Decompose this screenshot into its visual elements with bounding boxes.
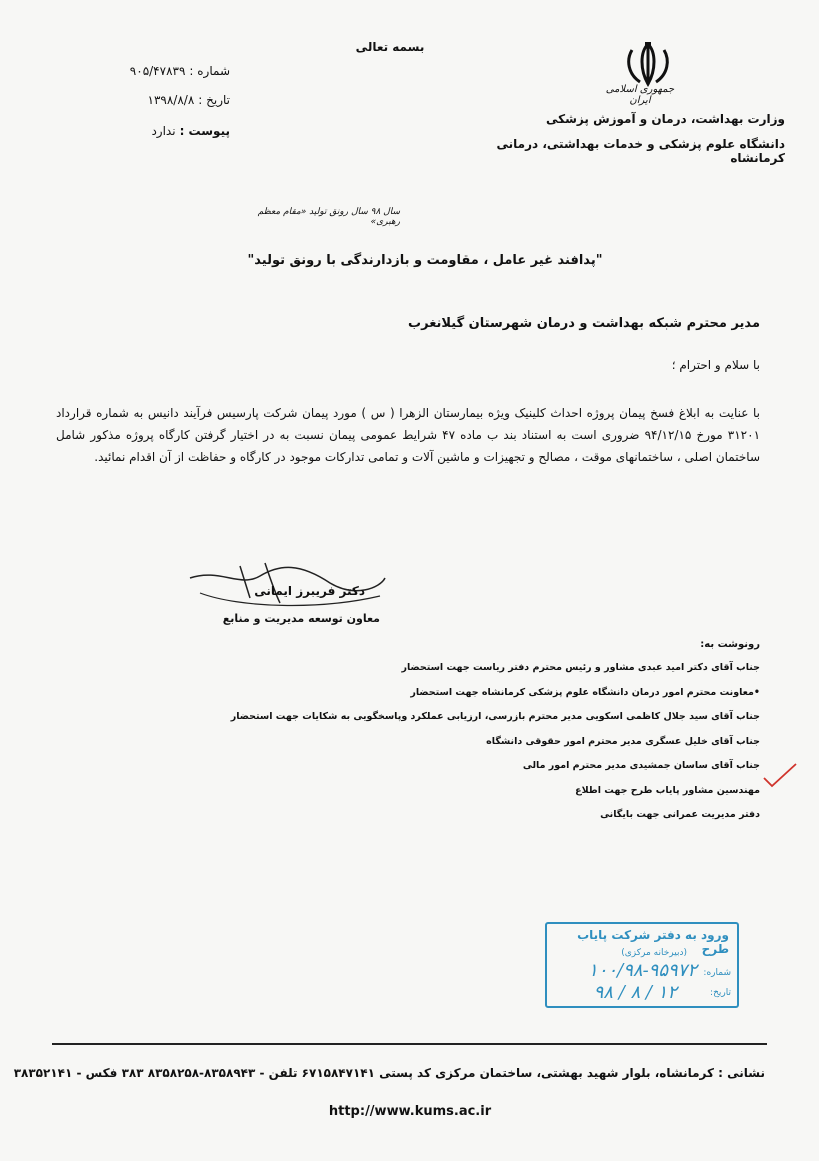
receipt-stamp <box>545 922 739 1008</box>
letter-date-label: تاریخ : <box>198 93 230 107</box>
letter-number-label: شماره : <box>189 64 230 78</box>
signer-name: دکتر فریبرز ایمانی <box>254 584 365 598</box>
letter-attachment-label: پیوست : <box>179 124 230 138</box>
letter-date <box>90 93 230 107</box>
letter-body: با عنایت به ابلاغ فسخ پیمان پروژه احداث کلینیک ویژه بیمارستان الزهرا ( س ) مورد پیمان شرکت پارسیس فرآیند دانیس به شماره قرارداد ۳۱۲۰۱ مورخ ۹۴/۱۲/۱۵ ضروری است به استناد بند ب ماده ۴۷ شرایط عمومی پیمان نسبت به در اختیار گرفتن کارگاه پروژه مذکور شامل ساختمان اصلی ، ساختمانهای موقت ، مصالح و تجهیزات و ماشین آلات و تمامی تدارکات موجود در کارگاه و حفاظت از آن اقدام نمائید. <box>56 406 761 464</box>
cc-item: دفتر مدیریت عمرانی جهت بایگانی <box>600 809 760 820</box>
cc-item: جناب آقای سید جلال کاظمی اسکویی مدیر محترم بازرسی، ارزیابی عملکرد وپاسخگویی به شکایات جهت استحضار <box>230 711 760 722</box>
stamp-title: ورود به دفتر شرکت پایاب طرح <box>577 928 729 956</box>
slogan: "پدافند غیر عامل ، مقاومت و بازدارندگی با رونق تولید" <box>247 253 603 268</box>
letter-number-value: ۹۰۵/۴۷۸۳۹ <box>129 64 186 78</box>
cc-item: جناب آقای خلیل عسگری مدیر محترم امور حقوقی دانشگاه <box>486 735 760 747</box>
bismillah-heading: بسمه تعالی <box>355 40 425 54</box>
cc-item: مهندسین مشاور پایاب طرح جهت اطلاع <box>575 784 760 796</box>
cc-item: •معاونت محترم امور درمان دانشگاه علوم پزشکی کرمانشاه جهت استحضار <box>410 686 760 698</box>
cc-list <box>230 656 760 828</box>
letter-date-value: ۱۳۹۸/۸/۸ <box>147 93 195 107</box>
stamp-date-label: تاریخ: <box>710 988 731 998</box>
footer-address: نشانی : کرمانشاه، بلوار شهید بهشتی، ساختمان مرکزی کد پستی ۶۷۱۵۸۴۷۱۴۱ تلفن - ۸۳۵۸۹۴۳-۸۳۵۸۲۵۸ ۳۸۳ فکس - ۳۸۳۵۲۱۴۱ <box>13 1066 765 1080</box>
stamp-subtitle: (دبیرخانه مرکزی) <box>621 948 687 958</box>
signer-title: معاون توسعه مدیریت و منابع <box>222 612 380 625</box>
check-mark-icon <box>760 760 800 790</box>
letter-attachment <box>90 124 230 138</box>
iran-emblem-icon <box>618 40 678 90</box>
cc-item: جناب آقای ساسان جمشیدی مدیر محترم امور مالی <box>522 760 760 771</box>
republic-title: جمهوری اسلامی ایران <box>605 84 675 106</box>
year-slogan: سال ۹۸ سال رونق تولید «مقام معظم رهبری» <box>257 207 400 227</box>
footer-url-link[interactable]: http://www.kums.ac.ir <box>328 1104 492 1119</box>
university-title: دانشگاه علوم پزشکی و خدمات بهداشتی، درمانی کرمانشاه <box>496 137 785 165</box>
greeting: با سلام و احترام ؛ <box>671 358 760 372</box>
recipient: مدیر محترم شبکه بهداشت و درمان شهرستان گیلانغرب <box>408 316 760 331</box>
stamp-date-value: ۹۸ / ۸ / ۱۲ <box>593 982 677 1003</box>
letter-number <box>90 64 230 78</box>
footer-divider <box>52 1043 767 1045</box>
cc-label: رونوشت به: <box>700 639 760 650</box>
stamp-number-value: ۱۰۰/۹۸-۹۵۹۷۲ <box>588 960 697 981</box>
letter-attachment-value: ندارد <box>151 124 176 138</box>
stamp-number-label: شماره: <box>703 968 731 978</box>
cc-item: جناب آقای دکتر امید عبدی مشاور و رئیس محترم دفتر ریاست جهت استحضار <box>401 662 760 673</box>
ministry-title: وزارت بهداشت، درمان و آموزش پزشکی <box>546 112 785 126</box>
